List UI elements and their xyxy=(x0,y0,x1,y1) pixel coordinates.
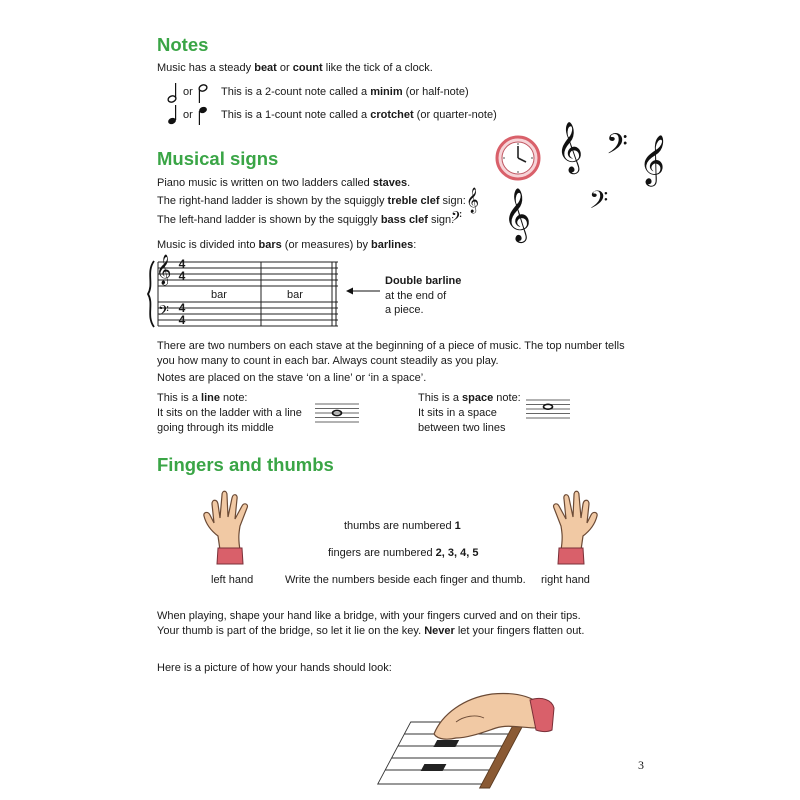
line-note-staff xyxy=(315,402,359,426)
staves-text: Piano music is written on two ladders called staves. xyxy=(157,177,411,189)
bass-clef-icon: 𝄢 xyxy=(451,209,462,229)
staff-treble-clef-icon: 𝄞 xyxy=(156,255,172,285)
left-hand-illustration xyxy=(200,486,264,568)
crotchet-description: This is a 1-count note called a crotchet (or quarter-note) xyxy=(221,109,497,121)
treble-clef-icon: 𝄞 xyxy=(635,132,671,187)
musical-signs-heading: Musical signs xyxy=(157,148,279,169)
crotchet-note-icon xyxy=(167,104,181,126)
barlines-text: Music is divided into bars (or measures) by barlines: xyxy=(157,239,417,251)
line-note-text: This is a line note: It sits on the ladder with a line going through its middle xyxy=(157,392,302,434)
bar-label: bar xyxy=(287,289,303,301)
or-label: or xyxy=(183,109,193,121)
bridge-paragraph: When playing, shape your hand like a bridge, with your fingers curved and on their tips. Your thumb is part of the bridge, so let it lie on the key. Never let your fingers flatten out. xyxy=(157,610,585,637)
arrow-left-icon xyxy=(345,286,381,296)
space-note-staff xyxy=(526,398,570,422)
minim-note-icon xyxy=(167,82,181,104)
crotchet-note-down-icon xyxy=(196,104,210,126)
bass-clef-icon: 𝄢 xyxy=(589,186,609,221)
treble-clef-icon: 𝄞 xyxy=(552,120,586,175)
staff-bass-clef-icon: 𝄢 xyxy=(158,303,169,323)
minim-description: This is a 2-count note called a minim (or half-note) xyxy=(221,86,469,98)
bar-label: bar xyxy=(211,289,227,301)
or-label: or xyxy=(183,86,193,98)
time-signature-bottom: 4 4 xyxy=(178,301,186,327)
line-space-paragraph: Notes are placed on the stave ‘on a line’ or ‘in a space’. xyxy=(157,372,427,384)
picture-intro-text: Here is a picture of how your hands should look: xyxy=(157,662,392,674)
thumbs-numbered-text: thumbs are numbered 1 xyxy=(344,520,461,532)
notes-heading: Notes xyxy=(157,34,209,55)
time-signature-paragraph: There are two numbers on each stave at the beginning of a piece of music. The top number tells you how many to count in each bar. Always count steadily as you play. xyxy=(157,340,625,367)
right-hand-label: right hand xyxy=(541,574,590,586)
write-numbers-instruction: Write the numbers beside each finger and thumb. xyxy=(285,574,526,586)
time-signature-top: 4 4 xyxy=(178,257,186,283)
clock-illustration xyxy=(494,134,542,182)
bass-clef-icon: 𝄢 xyxy=(606,128,628,168)
page-number: 3 xyxy=(638,758,644,772)
treble-clef-icon: 𝄞 xyxy=(466,188,480,213)
treble-clef-icon: 𝄞 xyxy=(500,185,533,243)
fingers-numbered-text: fingers are numbered 2, 3, 4, 5 xyxy=(328,547,479,559)
bass-clef-text: The left-hand ladder is shown by the squiggly bass clef sign: xyxy=(157,214,455,226)
fingers-thumbs-heading: Fingers and thumbs xyxy=(157,454,334,475)
right-hand-illustration xyxy=(537,486,601,568)
double-barline-note: Double barline at the end of a piece. xyxy=(385,275,462,316)
notes-intro: Music has a steady beat or count like the tick of a clock. xyxy=(157,62,433,74)
space-note-text: This is a space note: It sits in a space between two lines xyxy=(418,392,521,434)
hand-on-keyboard-illustration xyxy=(372,682,572,794)
grand-staff xyxy=(146,258,346,330)
treble-clef-text: The right-hand ladder is shown by the squiggly treble clef sign: xyxy=(157,195,466,207)
left-hand-label: left hand xyxy=(211,574,254,586)
minim-note-down-icon xyxy=(196,82,210,104)
